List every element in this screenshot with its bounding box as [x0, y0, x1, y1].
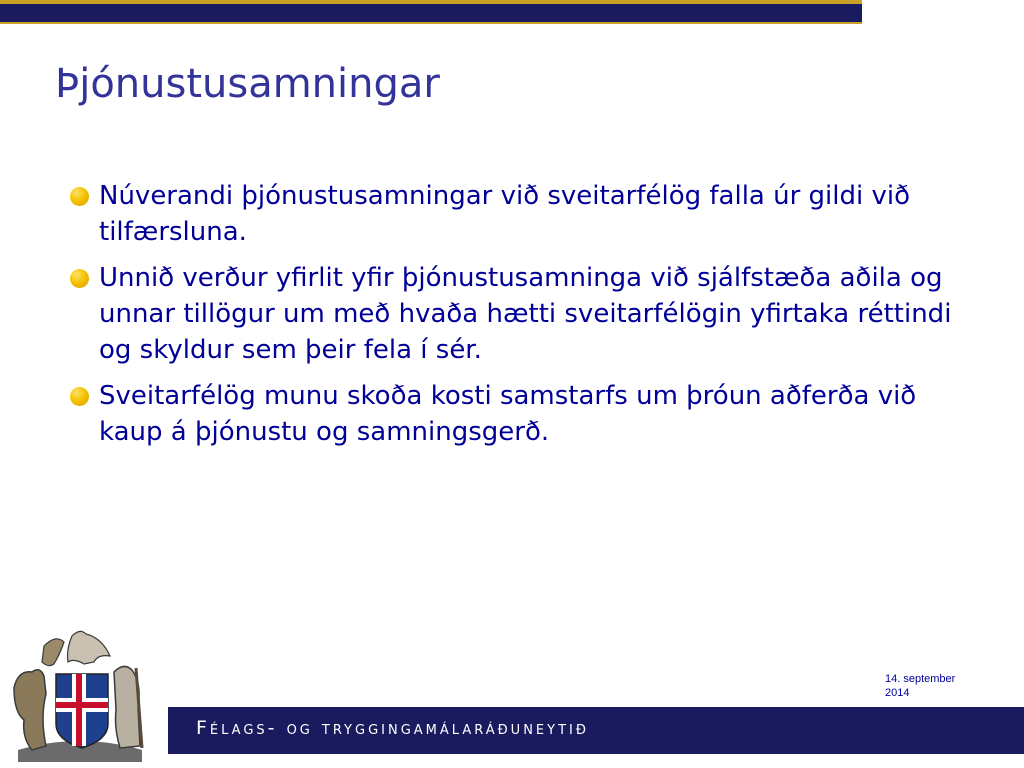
- footer-date-line1: 14. september: [885, 673, 956, 685]
- top-gold-stripe: [0, 0, 862, 4]
- bullet-item: [62, 260, 967, 368]
- bullet-text: Sveitarfélög munu skoða kosti samstarfs um þróun aðferða við kaup á þjónustu og samningsgerð.: [99, 381, 917, 447]
- footer-ministry-name: Félags- og tryggingamálaráðuneytið: [196, 717, 589, 739]
- top-decorative-bar: [0, 0, 862, 24]
- footer-date: [885, 672, 975, 700]
- yellow-dot-bullet-icon: [70, 269, 89, 288]
- yellow-dot-bullet-icon: [70, 187, 89, 206]
- bullet-text: Unnið verður yfirlit yfir þjónustusamninga við sjálfstæða aðila og unnar tillögur um með hvaða hætti sveitarfélögin yfirtaka réttindi og skyldur sem þeir fela í sér.: [99, 263, 952, 365]
- bullet-item: [62, 378, 967, 450]
- bullet-item: [62, 178, 967, 250]
- slide-title: Þjónustusamningar: [55, 61, 440, 107]
- iceland-coat-of-arms-logo: [10, 628, 150, 764]
- bullet-list: [62, 178, 967, 460]
- yellow-dot-bullet-icon: [70, 387, 89, 406]
- footer-date-line2: 2014: [885, 687, 910, 699]
- bullet-text: Núverandi þjónustusamningar við sveitarfélög falla úr gildi við tilfærsluna.: [99, 181, 911, 247]
